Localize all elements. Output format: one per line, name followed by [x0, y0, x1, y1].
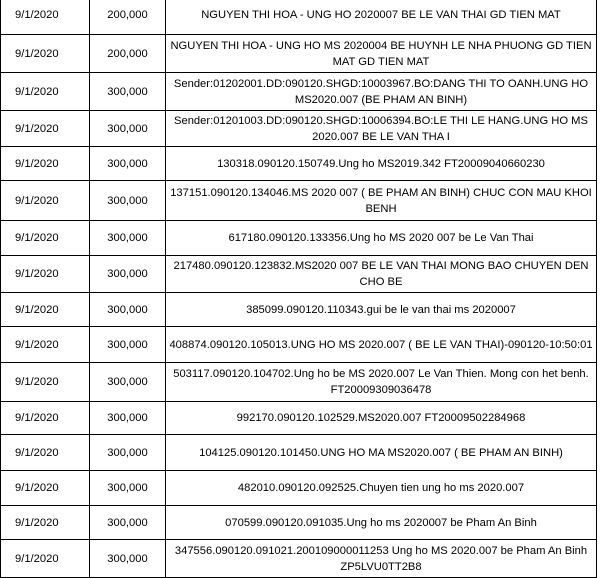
amount-cell: 300,000 [90, 471, 166, 506]
table-row [1, 293, 597, 327]
table-row [1, 435, 597, 471]
date-cell: 9/1/2020 [1, 111, 90, 147]
description-cell: 992170.090120.102529.MS2020.007 FT20009502284968 [166, 402, 597, 435]
transactions-body [1, 0, 597, 578]
amount-cell: 300,000 [90, 402, 166, 435]
date-cell: 9/1/2020 [1, 35, 90, 73]
amount-cell: 300,000 [90, 506, 166, 540]
description-cell: 217480.090120.123832.MS2020 007 BE LE VAN THAI MONG BAO CHUYEN DEN CHO BE [166, 256, 597, 293]
date-cell: 9/1/2020 [1, 293, 90, 327]
table-row [1, 73, 597, 111]
date-cell: 9/1/2020 [1, 147, 90, 181]
amount-cell: 300,000 [90, 327, 166, 363]
description-cell: 104125.090120.101450.UNG HO MA MS2020.007 ( BE PHAM AN BINH) [166, 435, 597, 471]
amount-cell: 300,000 [90, 73, 166, 111]
date-cell: 9/1/2020 [1, 256, 90, 293]
amount-cell: 300,000 [90, 221, 166, 256]
amount-cell: 300,000 [90, 256, 166, 293]
amount-cell: 300,000 [90, 540, 166, 578]
amount-cell: 300,000 [90, 435, 166, 471]
description-cell: 347556.090120.091021.200109000011253 Ung ho MS 2020.007 be Pham An Binh ZP5LVU0TT2B8 [166, 540, 597, 578]
date-cell: 9/1/2020 [1, 506, 90, 540]
table-row [1, 540, 597, 578]
description-cell: 137151.090120.134046.MS 2020 007 ( BE PHAM AN BINH) CHUC CON MAU KHOI BENH [166, 181, 597, 221]
amount-cell: 300,000 [90, 111, 166, 147]
description-cell: Sender:01202001.DD:090120.SHGD:10003967.BO:DANG THI TO OANH.UNG HO MS2020.007 (BE PHAM AN BINH) [166, 73, 597, 111]
date-cell: 9/1/2020 [1, 327, 90, 363]
date-cell: 9/1/2020 [1, 435, 90, 471]
amount-cell: 200,000 [90, 35, 166, 73]
description-cell: 482010.090120.092525.Chuyen tien ung ho ms 2020.007 [166, 471, 597, 506]
table-row [1, 402, 597, 435]
amount-cell: 200,000 [90, 0, 166, 35]
table-row [1, 147, 597, 181]
description-cell: 130318.090120.150749.Ung ho MS2019.342 FT20009040660230 [166, 147, 597, 181]
description-cell: 070599.090120.091035.Ung ho ms 2020007 be Pham An Binh [166, 506, 597, 540]
table-row [1, 0, 597, 35]
table-row [1, 506, 597, 540]
description-cell: NGUYEN THI HOA - UNG HO 2020007 BE LE VAN THAI GD TIEN MAT [166, 0, 597, 35]
amount-cell: 300,000 [90, 147, 166, 181]
table-row [1, 221, 597, 256]
date-cell: 9/1/2020 [1, 540, 90, 578]
amount-cell: 300,000 [90, 363, 166, 402]
table-row [1, 471, 597, 506]
date-cell: 9/1/2020 [1, 0, 90, 35]
date-cell: 9/1/2020 [1, 363, 90, 402]
description-cell: NGUYEN THI HOA - UNG HO MS 2020004 BE HUYNH LE NHA PHUONG GD TIEN MAT GD TIEN MAT [166, 35, 597, 73]
description-cell: Sender:01201003.DD:090120.SHGD:10006394.BO:LE THI LE HANG.UNG HO MS 2020.007 BE LE VAN THA I [166, 111, 597, 147]
table-row [1, 256, 597, 293]
table-row [1, 363, 597, 402]
amount-cell: 300,000 [90, 181, 166, 221]
date-cell: 9/1/2020 [1, 73, 90, 111]
table-row [1, 111, 597, 147]
table-row [1, 181, 597, 221]
table-row [1, 327, 597, 363]
amount-cell: 300,000 [90, 293, 166, 327]
date-cell: 9/1/2020 [1, 471, 90, 506]
date-cell: 9/1/2020 [1, 402, 90, 435]
description-cell: 503117.090120.104702.Ung ho be MS 2020.007 Le Van Thien. Mong con het benh. FT20009309036478 [166, 363, 597, 402]
table-row [1, 35, 597, 73]
date-cell: 9/1/2020 [1, 181, 90, 221]
description-cell: 408874.090120.105013.UNG HO MS 2020.007 ( BE LE VAN THAI)-090120-10:50:01 [166, 327, 597, 363]
description-cell: 385099.090120.110343.gui be le van thai ms 2020007 [166, 293, 597, 327]
date-cell: 9/1/2020 [1, 221, 90, 256]
description-cell: 617180.090120.133356.Ung ho MS 2020 007 be Le Van Thai [166, 221, 597, 256]
